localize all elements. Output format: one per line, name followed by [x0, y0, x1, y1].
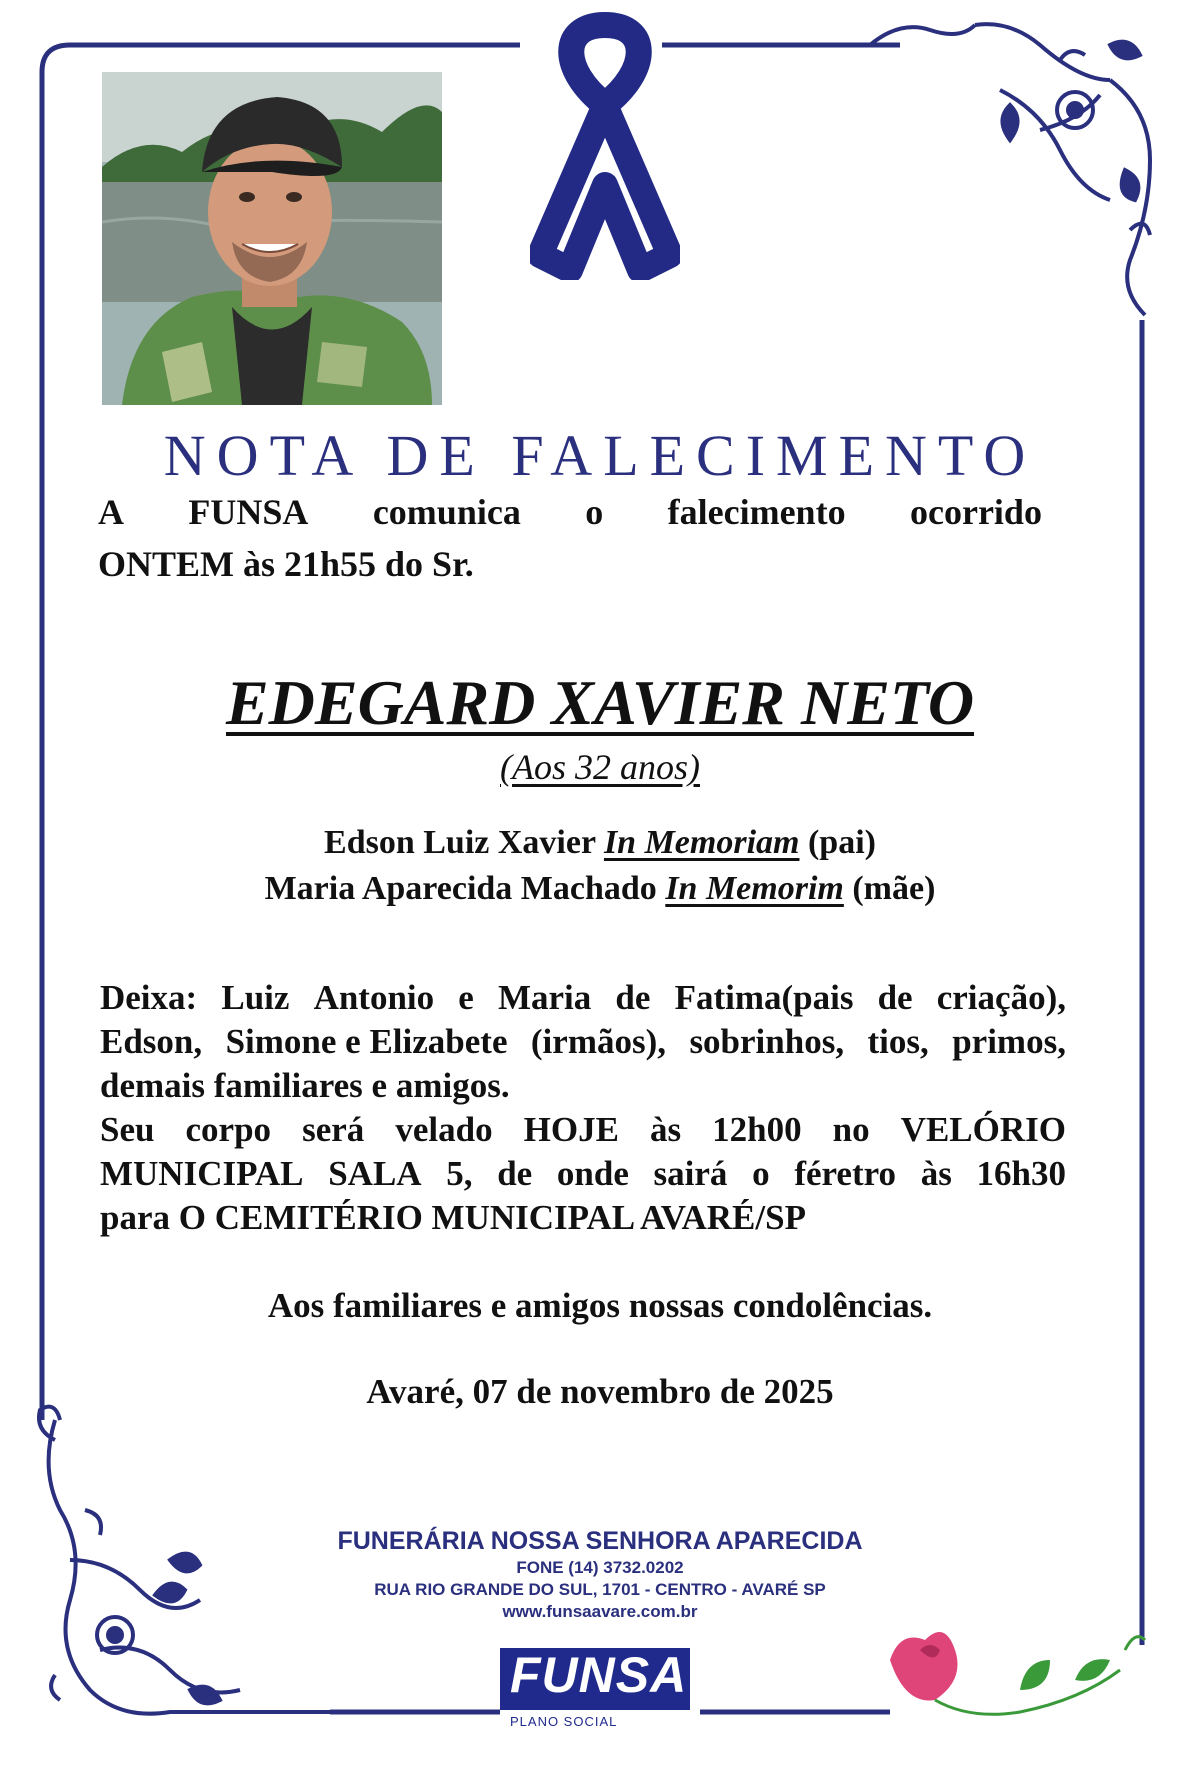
parents-list: [100, 820, 1100, 912]
deceased-age: [100, 746, 1100, 788]
details-word: tios,: [867, 1022, 929, 1061]
details-word: 16h30: [976, 1154, 1066, 1193]
details-line-5: [100, 1152, 1066, 1196]
notice-intro: [98, 486, 1042, 590]
intro-line-1: [98, 486, 1042, 538]
funsa-logo: [500, 1640, 700, 1730]
deceased-age-text: (Aos 32 anos): [500, 747, 700, 787]
details-line-1: [100, 976, 1066, 1020]
company-phone: FONE (14) 3732.0202: [516, 1558, 684, 1577]
company-address: RUA RIO GRANDE DO SUL, 1701 - CENTRO - AVARÉ SP: [374, 1580, 826, 1599]
details-word: Maria: [497, 978, 592, 1017]
details-word: Deixa:: [100, 978, 198, 1017]
company-website[interactable]: www.funsaavare.com.br: [502, 1602, 698, 1621]
details-word: sairá: [653, 1154, 728, 1193]
details-word: às: [920, 1154, 952, 1193]
corner-ornament-top-right: [870, 24, 1150, 315]
intro-line-2: ONTEM às 21h55 do Sr.: [98, 544, 474, 584]
details-word: será: [302, 1110, 365, 1149]
notice-title: NOTA DE FALECIMENTO: [163, 423, 1037, 488]
details-word: Antonio: [313, 978, 435, 1017]
details-line-3: demais familiares e amigos.: [100, 1066, 510, 1105]
details-word: e: [458, 978, 474, 1017]
details-line-2: [100, 1020, 1066, 1064]
details-word: criação),: [936, 978, 1066, 1017]
date-line: Avaré, 07 de novembro de 2025: [366, 1372, 834, 1411]
intro-word: A: [98, 492, 124, 532]
intro-word: comunica: [372, 492, 521, 532]
details-word: 5,: [446, 1154, 473, 1193]
logo-subtitle: PLANO SOCIAL: [510, 1714, 618, 1729]
parent-relation: (mãe): [852, 870, 936, 907]
parent-name: Maria Aparecida Machado: [264, 870, 657, 907]
details-word: de: [497, 1154, 533, 1193]
details-word: Fatima(pais: [674, 978, 854, 1017]
company-info: [200, 1525, 1000, 1623]
logo-wordmark: FUNSA: [510, 1647, 688, 1703]
details-word: SALA: [328, 1154, 422, 1193]
details-word: sobrinhos,: [689, 1022, 845, 1061]
details-word: HOJE: [523, 1110, 619, 1149]
parent-memorial: In Memoriam: [603, 824, 800, 861]
rose-ornament: [890, 1632, 1145, 1714]
parent-relation: (pai): [807, 824, 876, 861]
details-word: Seu: [100, 1110, 155, 1149]
details-word: VELÓRIO: [900, 1110, 1066, 1149]
details-word: Luiz: [221, 978, 290, 1017]
parent-mother: [100, 866, 1100, 912]
details-word: Edson,: [100, 1022, 203, 1061]
intro-word: falecimento: [667, 492, 846, 532]
company-name: FUNERÁRIA NOSSA SENHORA APARECIDA: [337, 1527, 863, 1555]
details-word: no: [832, 1110, 870, 1149]
deceased-name: [100, 666, 1100, 740]
condolences-message: Aos familiares e amigos nossas condolências.: [267, 1286, 933, 1325]
details-word: primos,: [952, 1022, 1066, 1061]
details-word: 12h00: [712, 1110, 802, 1149]
details-word: de: [877, 978, 913, 1017]
intro-word: o: [585, 492, 604, 532]
intro-word: ocorrido: [909, 492, 1042, 532]
details-word: de: [615, 978, 651, 1017]
details-word: velado: [395, 1110, 493, 1149]
details-word: féretro: [794, 1154, 896, 1193]
details-line-4: [100, 1108, 1066, 1152]
notice-details: [100, 976, 1066, 1240]
details-word: corpo: [185, 1110, 272, 1149]
details-word: onde: [556, 1154, 629, 1193]
intro-word: FUNSA: [188, 492, 309, 532]
parent-father: [100, 820, 1100, 866]
deceased-name-text: EDEGARD XAVIER NETO: [225, 667, 975, 738]
parent-name: Edson Luiz Xavier: [324, 824, 596, 861]
details-word: (irmãos),: [530, 1022, 667, 1061]
details-word: às: [649, 1110, 682, 1149]
details-word: MUNICIPAL: [100, 1154, 304, 1193]
parent-memorial: In Memorim: [665, 870, 844, 907]
details-line-6: para O CEMITÉRIO MUNICIPAL AVARÉ/SP: [100, 1198, 806, 1237]
details-word: Simone e Elizabete: [225, 1022, 508, 1061]
deceased-photo: [102, 72, 442, 405]
awareness-ribbon-icon: [530, 10, 680, 280]
details-word: o: [752, 1154, 770, 1193]
